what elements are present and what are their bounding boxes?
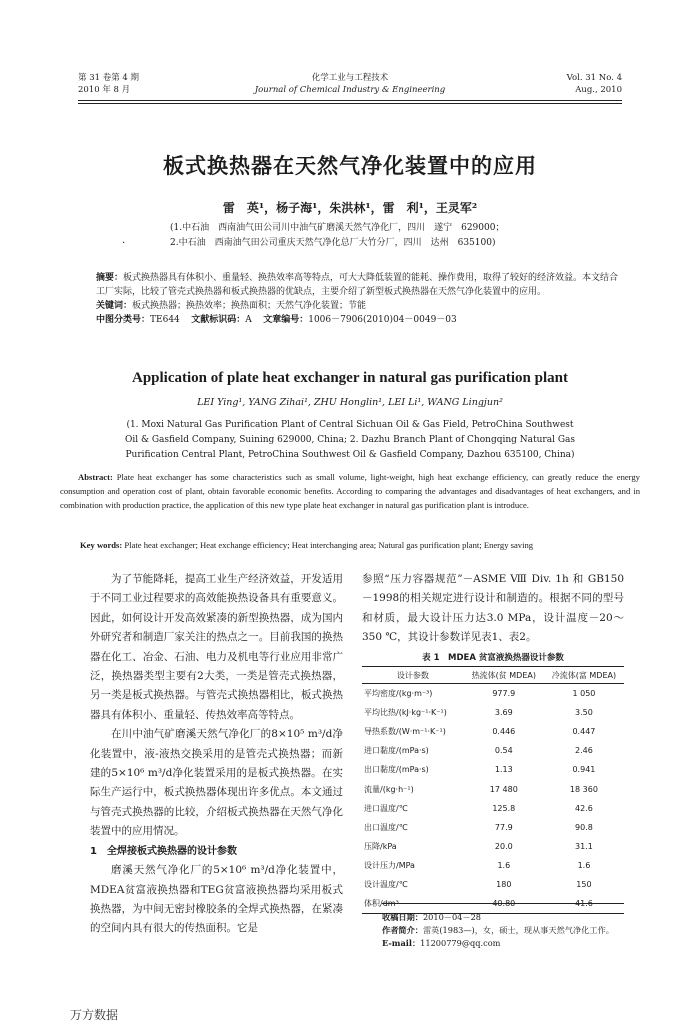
table-cell: 18 360 [569, 784, 598, 794]
header-date-en: Aug., 2010 [575, 85, 622, 95]
keywords-en [80, 540, 640, 550]
body-paragraph: 为了节能降耗，提高工业生产经济效益，开发适用于不同工业过程要求的高效能换热设备具有重要意义。因此，如何设计开发高效紧凑的新型换热器，成为国内外研究者和制造厂家关注的热点之一。目前我国的换热器在化工、冶金、石油、电力及机电等行业应用非常广泛，换热器类型主要有2大类，一类是管壳式换热器，另一类是板式换热器。与管壳式换热器相比，板式换热器具有体积小、重量轻、传热效率高等特点。 [90, 573, 343, 721]
table-cell: 设计温度/℃ [364, 879, 408, 889]
doc-code-value: A [245, 315, 252, 325]
abstract-en-text: Plate heat exchanger has some characteristics such as small volume, light-weight, high heat exchange efficiency, can greatly reduce the energy consumption and operation cost of plant, obtain favorable economic benefits. According to comparing the advantages and disadvantages of heat exchangers, and in combination with production practice, the application of this new type plate heat exchanger in natural gas purification plant is introduce. [60, 472, 640, 510]
header-rule-thin [78, 103, 622, 104]
author-bio: 雷英(1983—)，女，硕士，现从事天然气净化工作。 [422, 925, 614, 935]
body-left-column [90, 570, 343, 939]
table-header-param: 设计参数 [362, 667, 464, 684]
header-rule [78, 100, 622, 101]
table-cell: 压降/kPa [364, 841, 397, 851]
keywords-en-label: Key words: [80, 540, 123, 550]
table-cell: 977.9 [492, 689, 516, 699]
table-row [362, 779, 624, 798]
table-row [362, 741, 624, 760]
body-paragraph: 参照“压力容器规范”－ASME Ⅷ Div. 1h 和 GB150－1998的相关规定进行设计和制造的。根据不同的型号和材质，最大设计压力达3.0 MPa，设计温度－20～350 ℃，其设计参数详见表1、表2。 [362, 573, 624, 644]
affiliation-cn-1: (1.中石油 西南油气田公司川中油气矿磨溪天然气净化厂，四川 遂宁 629000； [170, 223, 505, 233]
table-row [362, 684, 624, 704]
header-volume-en: Vol. 31 No. 4 [566, 73, 622, 83]
affiliations-en [90, 418, 610, 463]
authors-cn: 雷 英¹，杨子海¹，朱洪林¹，雷 利¹，王灵军² [222, 201, 478, 215]
footnote-received [382, 911, 632, 924]
email-address: 11200779@qq.com [420, 938, 501, 948]
table-cell: 0.447 [572, 727, 596, 737]
footnote [382, 911, 632, 950]
classification [78, 313, 622, 327]
clc-value: TE644 [150, 315, 180, 325]
table-header-cold: 冷流体(富 MDEA) [544, 667, 624, 684]
title-cn: 板式换热器在天然气净化装置中的应用 [163, 154, 537, 178]
affiliation-en-1: (1. Moxi Natural Gas Purification Plant of Central Sichuan Oil & Gas Field, PetroChina Southwest [126, 420, 574, 430]
article-no-value: 1006－7906(2010)04－0049－03 [308, 315, 457, 325]
table-row [362, 856, 624, 875]
keywords-en-text: Plate heat exchanger; Heat exchange efficiency; Heat interchanging area; Natural gas purification plant; Energy saving [124, 540, 534, 550]
table-cell: 125.8 [492, 803, 516, 813]
abstract-cn-label: 摘要： [96, 273, 124, 283]
abstract-cn [78, 271, 622, 299]
footnote-email [382, 937, 632, 950]
stray-dot: · [122, 238, 126, 249]
abstract-cn-block [78, 271, 622, 327]
table-cell: 90.8 [575, 822, 593, 832]
doc-code-label: 文献标识码： [191, 315, 246, 325]
table-cell: 平均比热/(kJ·kg⁻¹·K⁻¹) [364, 708, 447, 718]
table-row [362, 818, 624, 837]
table-cell: 0.941 [572, 765, 596, 775]
title-en: Application of plate heat exchanger in natural gas purification plant [132, 370, 568, 386]
abstract-en [60, 470, 640, 512]
table-cell: 0.54 [494, 746, 513, 756]
email-label: E-mail： [382, 938, 421, 948]
table-cell: 41.6 [544, 894, 624, 914]
table-cell: 1.6 [497, 860, 511, 870]
table-cell: 体积/dm³ [362, 894, 464, 914]
footnote-author [382, 924, 632, 937]
table-cell: 进口温度/℃ [364, 803, 408, 813]
abstract-cn-text: 板式换热器具有体积小、重量轻、换热效率高等特点，可大大降低装置的能耗、操作费用，取得了较好的经济效益。本文结合工厂实际，比较了管壳式换热器和板式换热器的优缺点，主要介绍了新型板式换热器在天然气净化装置中的应用。 [96, 273, 619, 297]
table-1 [362, 666, 624, 914]
table-row [362, 722, 624, 741]
table-cell: 导热系数/(W·m⁻¹·K⁻¹) [364, 727, 446, 737]
table-row [362, 703, 624, 722]
clc-label: 中图分类号： [96, 315, 151, 325]
header-volume-cn: 第 31 卷第 4 期 [78, 73, 140, 83]
watermark: 万方数据 [70, 1008, 119, 1022]
table-cell: 31.1 [575, 841, 593, 851]
table-row [362, 799, 624, 818]
table-row [362, 760, 624, 779]
article-no-label: 文章编号： [263, 315, 309, 325]
body-right-column [362, 570, 624, 648]
table-row [362, 875, 624, 894]
table-cell: 2.46 [575, 746, 593, 756]
table-cell: 1.6 [577, 860, 591, 870]
header-journal-en: Journal of Chemical Industry & Engineering [254, 85, 446, 95]
abstract-en-label: Abstract: [78, 472, 113, 482]
table-1-caption: 表 1 MDEA 贫富液换热器设计参数 [422, 653, 564, 663]
affiliation-cn-2: 2.中石油 西南油气田公司重庆天然气净化总厂大竹分厂，四川 达州 635100) [170, 238, 496, 248]
table-cell: 20.0 [494, 841, 513, 851]
table-cell: 42.6 [575, 803, 593, 813]
affiliation-en-2: Oil & Gasfield Company, Suining 629000, China; 2. Dazhu Branch Plant of Chongqing Natural Gas [124, 435, 575, 445]
table-cell: 出口黏度/(mPa·s) [364, 765, 429, 775]
table-cell: 40.80 [464, 894, 544, 914]
header-journal [200, 72, 500, 96]
table-cell: 0.446 [492, 727, 516, 737]
table-cell: 150 [576, 879, 592, 889]
keywords-cn-text: 板式换热器；换热效率；换热面积；天然气净化装置；节能 [132, 301, 367, 311]
body-paragraph: 磨溪天然气净化厂的5×10⁶ m³/d净化装置中，MDEA贫富液换热器和TEG贫富液换热器均采用板式换热器，为中间无密封橡胶条的全焊式换热器，在紧凑的空间内具有很大的传热面积。它是 [90, 864, 343, 935]
header-date-cn: 2010 年 8 月 [78, 85, 131, 95]
received-label: 收稿日期： [382, 912, 423, 922]
table-row [362, 837, 624, 856]
keywords-cn-label: 关键词： [96, 301, 133, 311]
table-cell: 77.9 [494, 822, 513, 832]
table-cell: 1.13 [494, 765, 513, 775]
affiliation-en-3: Purification Central Plant, PetroChina Southwest Oil & Gasfield Company, Dazhou 635100, China) [125, 450, 575, 460]
table-cell: 设计压力/MPa [364, 860, 415, 870]
header-volume [520, 72, 622, 96]
author-bio-label: 作者简介： [382, 925, 423, 935]
table-cell: 出口温度/℃ [364, 822, 408, 832]
received-date: 2010－04－28 [422, 912, 482, 922]
table-cell: 180 [496, 879, 512, 889]
footnote-rule [382, 903, 624, 904]
header-issue [78, 72, 198, 96]
authors-en: LEI Ying¹, YANG Zihai¹, ZHU Honglin¹, LEI Li¹, WANG Lingjun² [197, 397, 503, 408]
table-cell: 平均密度/(kg·m⁻³) [364, 689, 433, 699]
table-cell: 3.50 [575, 708, 593, 718]
table-cell: 17 480 [489, 784, 518, 794]
table-header-row [362, 667, 624, 684]
table-cell: 3.69 [494, 708, 513, 718]
body-paragraph: 在川中油气矿磨溪天然气净化厂的8×10⁵ m³/d净化装置中，液-液热交换采用的是管壳式换热器；而新建的5×10⁶ m³/d净化装置采用的是板式换热器。在实际生产运行中，板式换热器体现出许多优点。本文通过与管壳式换热器的比较，介绍板式换热器在天然气净化装置中的应用情况。 [90, 728, 343, 838]
keywords-cn [78, 299, 622, 313]
table-cell: 进口黏度/(mPa·s) [364, 746, 429, 756]
section-1-heading: 1 全焊接板式换热器的设计参数 [90, 845, 237, 857]
table-cell: 1 050 [572, 689, 596, 699]
header-journal-cn: 化学工业与工程技术 [311, 73, 389, 83]
table-cell: 流量/(kg·h⁻¹) [364, 784, 414, 794]
table-header-hot: 热流体(贫 MDEA) [464, 667, 544, 684]
